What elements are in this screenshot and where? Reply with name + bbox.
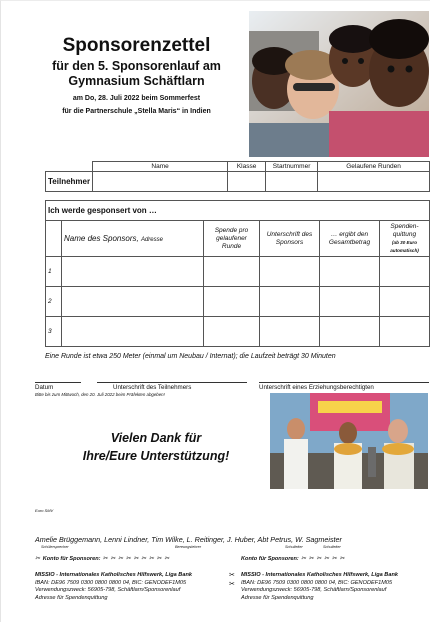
ceremony-photo (270, 393, 428, 489)
thanks-line2: Ihre/Eure Unterstützung! (82, 449, 230, 463)
participant-startnummer-field[interactable] (266, 172, 318, 192)
signature-erziehungsberechtigter[interactable]: Unterschrift eines Erziehungsberechtigten (259, 382, 429, 391)
row-number-1: 1 (46, 257, 62, 287)
zweck-right: Verwendungszweck: 56905-798, Schäftlarn/Sponsorenlauf (241, 587, 387, 594)
col-spende-pro-runde: Spende pro gelaufener Runde (204, 221, 260, 257)
sponsor-2-gesamt-field[interactable] (320, 287, 380, 317)
sponsor-table (45, 200, 430, 347)
thanks-message (71, 429, 241, 465)
thanks-line1: Vielen Dank für (110, 431, 202, 445)
bank-details-right (241, 572, 430, 602)
row-number-3: 3 (46, 317, 62, 347)
sponsor-2-spende-field[interactable] (204, 287, 260, 317)
smv-label: Euro SMV (35, 508, 54, 513)
participant-name-field[interactable] (93, 172, 228, 192)
form-subtitle-line2: Gymnasium Schäftlarn (68, 74, 205, 88)
sponsor-3-gesamt-field[interactable] (320, 317, 380, 347)
submission-deadline: Bitte bis zum Mittwoch, den 20. Juli 2022 beim Präfekten abgeben! (35, 392, 165, 397)
ceremony-photo-image (270, 393, 428, 489)
sponsor-1-quittung-field[interactable] (380, 257, 430, 287)
konto-label-left: Konto für Sponsoren: (42, 556, 101, 562)
col-spendenquittung (380, 221, 430, 257)
scissors-icon: ✂ ✂ ✂ ✂ ✂ ✂ ✂ ✂ ✂ (102, 556, 170, 562)
event-date: am Do, 28. Juli 2022 beim Sommerfest (72, 95, 201, 102)
role-label-1: Schülersprecher (41, 545, 69, 549)
sponsor-1-signature-field[interactable] (260, 257, 320, 287)
role-label-4: Schulleiter (323, 545, 341, 549)
bank-name-right: MISSIO - Internationales Katholisches Hilfswerk, Liga Bank (241, 572, 398, 578)
sponsor-table-heading: Ich werde gesponsert von … (46, 201, 430, 221)
sponsor-1-gesamt-field[interactable] (320, 257, 380, 287)
cut-line-left (35, 555, 170, 562)
participant-klasse-field[interactable] (228, 172, 266, 192)
header-block (29, 35, 244, 117)
bank-name-left: MISSIO - Internationales Katholisches Hilfswerk, Liga Bank (35, 572, 192, 578)
children-photo-image (249, 11, 429, 157)
iban-right: IBAN: DE96 7509 0300 0800 0800 04, BIC: GENODEF1M05 (241, 579, 393, 586)
col-spendenquittung-label: Spenden-quittung (390, 222, 419, 238)
col-sponsor-name-label: Name des Sponsors, (64, 234, 139, 243)
bank-details-left (35, 572, 235, 602)
role-label-2: Bereungslehrer (175, 545, 201, 549)
col-gelaufene-runden: Gelaufene Runden (318, 162, 430, 172)
adresse-right: Adresse für Spendenquittung (241, 594, 314, 601)
sponsor-1-spende-field[interactable] (204, 257, 260, 287)
sponsor-2-name-field[interactable] (62, 287, 204, 317)
col-name: Name (93, 162, 228, 172)
signature-datum[interactable]: Datum (35, 382, 81, 391)
sponsor-3-quittung-field[interactable] (380, 317, 430, 347)
adresse-left: Adresse für Spendenquittung (35, 594, 108, 601)
scissors-icon: ✂ ✂ (229, 572, 235, 588)
sponsor-3-name-field[interactable] (62, 317, 204, 347)
signature-teilnehmer[interactable]: Unterschrift des Teilnehmers (97, 382, 247, 391)
col-gesamtbetrag: … ergibt den Gesamtbetrag (320, 221, 380, 257)
sponsor-3-signature-field[interactable] (260, 317, 320, 347)
sponsor-3-spende-field[interactable] (204, 317, 260, 347)
scissors-icon: ✂ (35, 556, 41, 562)
sponsor-1-name-field[interactable] (62, 257, 204, 287)
col-startnummer: Startnummer (266, 162, 318, 172)
row-number-2: 2 (46, 287, 62, 317)
children-photo (249, 11, 429, 157)
scissors-icon: ✂ ✂ ✂ ✂ ✂ ✂ (300, 556, 345, 562)
form-title: Sponsorenzettel (62, 35, 211, 56)
col-unterschrift-sponsor: Unterschrift des Sponsors (260, 221, 320, 257)
row-label-teilnehmer: Teilnehmer (46, 172, 93, 192)
col-klasse: Klasse (228, 162, 266, 172)
participant-table (45, 161, 430, 192)
col-spendenquittung-note: (ab 30 Euro automatisch) (390, 239, 419, 253)
konto-label-right: Konto für Sponsoren: (241, 556, 299, 562)
form-subtitle-line1: für den 5. Sponsorenlauf am (52, 59, 221, 73)
partner-school: für die Partnerschule „Stella Maris“ in Indien (62, 108, 211, 115)
participant-runden-field[interactable] (318, 172, 430, 192)
iban-left: IBAN: DE96 7509 0300 0800 0800 04, BIC: GENODEF1M05 (35, 579, 187, 586)
cut-line-right (241, 555, 345, 562)
round-note: Eine Runde ist etwa 250 Meter (einmal um Neubau / Internat); die Laufzeit beträgt 30 Minuten (45, 353, 336, 360)
role-label-3: Schulleiter (285, 545, 303, 549)
sponsor-2-signature-field[interactable] (260, 287, 320, 317)
organizer-names: Amelie Brüggemann, Lenni Lindner, Tim Wilke, L. Reitinger, J. Huber, Abt Petrus, W. Sagmeister (35, 535, 342, 544)
col-sponsor-name (62, 221, 204, 257)
col-sponsor-address-label: Adresse (140, 237, 163, 243)
sponsor-2-quittung-field[interactable] (380, 287, 430, 317)
zweck-left: Verwendungszweck: 56905-798, Schäftlarn/Sponsorenlauf (35, 587, 181, 594)
